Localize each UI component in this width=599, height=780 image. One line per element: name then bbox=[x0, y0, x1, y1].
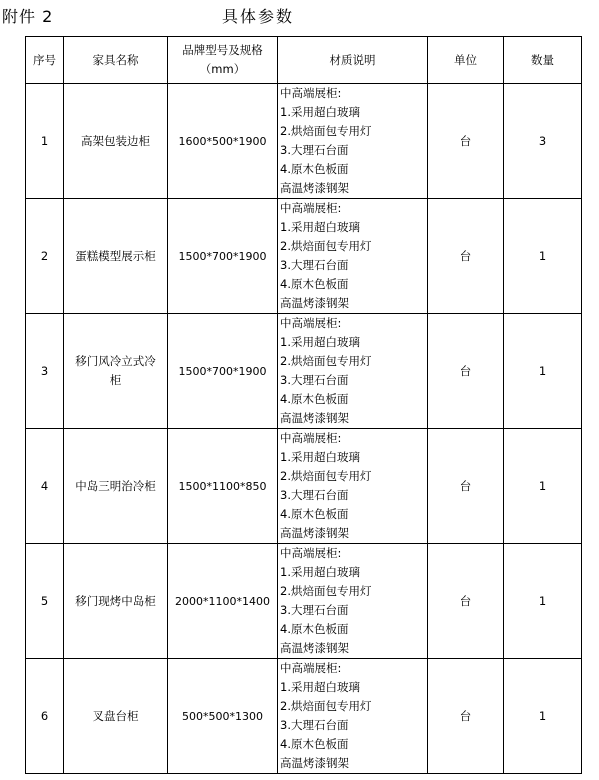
material-line: 3.大理石台面 bbox=[280, 718, 349, 732]
material-line: 中高端展柜: bbox=[280, 316, 342, 330]
cell-material bbox=[278, 314, 428, 429]
cell-name: 移门现烤中岛柜 bbox=[64, 544, 168, 659]
material-line: 3.大理石台面 bbox=[280, 373, 349, 387]
material-line: 高温烤漆钢架 bbox=[280, 411, 349, 425]
document-title: 具体参数 bbox=[222, 7, 295, 26]
material-line: 1.采用超白玻璃 bbox=[280, 680, 360, 694]
cell-material bbox=[278, 199, 428, 314]
cell-name: 中岛三明治冷柜 bbox=[64, 429, 168, 544]
material-line: 1.采用超白玻璃 bbox=[280, 105, 360, 119]
material-line: 高温烤漆钢架 bbox=[280, 181, 349, 195]
table-row bbox=[26, 199, 582, 314]
cell-name: 蛋糕模型展示柜 bbox=[64, 199, 168, 314]
material-line: 中高端展柜: bbox=[280, 546, 342, 560]
material-line: 4.原木色板面 bbox=[280, 277, 349, 291]
material-line: 高温烤漆钢架 bbox=[280, 296, 349, 310]
material-line: 2.烘焙面包专用灯 bbox=[280, 124, 372, 138]
material-line: 1.采用超白玻璃 bbox=[280, 220, 360, 234]
cell-qty: 1 bbox=[504, 314, 582, 429]
material-line: 2.烘焙面包专用灯 bbox=[280, 469, 372, 483]
cell-qty: 1 bbox=[504, 429, 582, 544]
material-line: 1.采用超白玻璃 bbox=[280, 565, 360, 579]
cell-qty: 1 bbox=[504, 199, 582, 314]
material-line: 3.大理石台面 bbox=[280, 603, 349, 617]
cell-spec: 2000*1100*1400 bbox=[168, 544, 278, 659]
cell-material bbox=[278, 659, 428, 774]
header-name: 家具名称 bbox=[64, 37, 168, 84]
header-spec: 品牌型号及规格（mm） bbox=[168, 37, 278, 84]
material-line: 4.原木色板面 bbox=[280, 162, 349, 176]
cell-index: 5 bbox=[26, 544, 64, 659]
table-row bbox=[26, 314, 582, 429]
header-index: 序号 bbox=[26, 37, 64, 84]
cell-unit: 台 bbox=[428, 429, 504, 544]
material-line: 1.采用超白玻璃 bbox=[280, 335, 360, 349]
cell-index: 2 bbox=[26, 199, 64, 314]
cell-name: 叉盘台柜 bbox=[64, 659, 168, 774]
material-line: 3.大理石台面 bbox=[280, 258, 349, 272]
cell-index: 1 bbox=[26, 84, 64, 199]
material-line: 1.采用超白玻璃 bbox=[280, 450, 360, 464]
header-qty: 数量 bbox=[504, 37, 582, 84]
material-line: 4.原木色板面 bbox=[280, 392, 349, 406]
material-line: 高温烤漆钢架 bbox=[280, 756, 349, 770]
cell-qty: 3 bbox=[504, 84, 582, 199]
table-row bbox=[26, 429, 582, 544]
cell-index: 6 bbox=[26, 659, 64, 774]
specification-table bbox=[25, 36, 582, 774]
cell-unit: 台 bbox=[428, 659, 504, 774]
cell-qty: 1 bbox=[504, 659, 582, 774]
cell-name: 移门风冷立式冷柜 bbox=[64, 314, 168, 429]
material-line: 4.原木色板面 bbox=[280, 622, 349, 636]
material-line: 中高端展柜: bbox=[280, 86, 342, 100]
cell-material bbox=[278, 429, 428, 544]
cell-spec: 1500*700*1900 bbox=[168, 314, 278, 429]
cell-spec: 1600*500*1900 bbox=[168, 84, 278, 199]
table-row bbox=[26, 544, 582, 659]
attachment-label: 附件 2 bbox=[2, 7, 54, 26]
cell-name: 高架包装边柜 bbox=[64, 84, 168, 199]
table-header-row bbox=[26, 37, 582, 84]
table-row bbox=[26, 84, 582, 199]
cell-index: 4 bbox=[26, 429, 64, 544]
cell-spec: 500*500*1300 bbox=[168, 659, 278, 774]
material-line: 4.原木色板面 bbox=[280, 507, 349, 521]
material-line: 高温烤漆钢架 bbox=[280, 641, 349, 655]
header-material: 材质说明 bbox=[278, 37, 428, 84]
cell-material bbox=[278, 84, 428, 199]
material-line: 3.大理石台面 bbox=[280, 488, 349, 502]
header-unit: 单位 bbox=[428, 37, 504, 84]
cell-unit: 台 bbox=[428, 84, 504, 199]
material-line: 3.大理石台面 bbox=[280, 143, 349, 157]
cell-unit: 台 bbox=[428, 314, 504, 429]
material-line: 中高端展柜: bbox=[280, 201, 342, 215]
cell-spec: 1500*1100*850 bbox=[168, 429, 278, 544]
cell-spec: 1500*700*1900 bbox=[168, 199, 278, 314]
cell-material bbox=[278, 544, 428, 659]
material-line: 高温烤漆钢架 bbox=[280, 526, 349, 540]
table-row bbox=[26, 659, 582, 774]
cell-unit: 台 bbox=[428, 544, 504, 659]
cell-unit: 台 bbox=[428, 199, 504, 314]
cell-qty: 1 bbox=[504, 544, 582, 659]
material-line: 中高端展柜: bbox=[280, 661, 342, 675]
material-line: 2.烘焙面包专用灯 bbox=[280, 584, 372, 598]
material-line: 2.烘焙面包专用灯 bbox=[280, 354, 372, 368]
cell-index: 3 bbox=[26, 314, 64, 429]
material-line: 4.原木色板面 bbox=[280, 737, 349, 751]
material-line: 2.烘焙面包专用灯 bbox=[280, 239, 372, 253]
material-line: 2.烘焙面包专用灯 bbox=[280, 699, 372, 713]
material-line: 中高端展柜: bbox=[280, 431, 342, 445]
